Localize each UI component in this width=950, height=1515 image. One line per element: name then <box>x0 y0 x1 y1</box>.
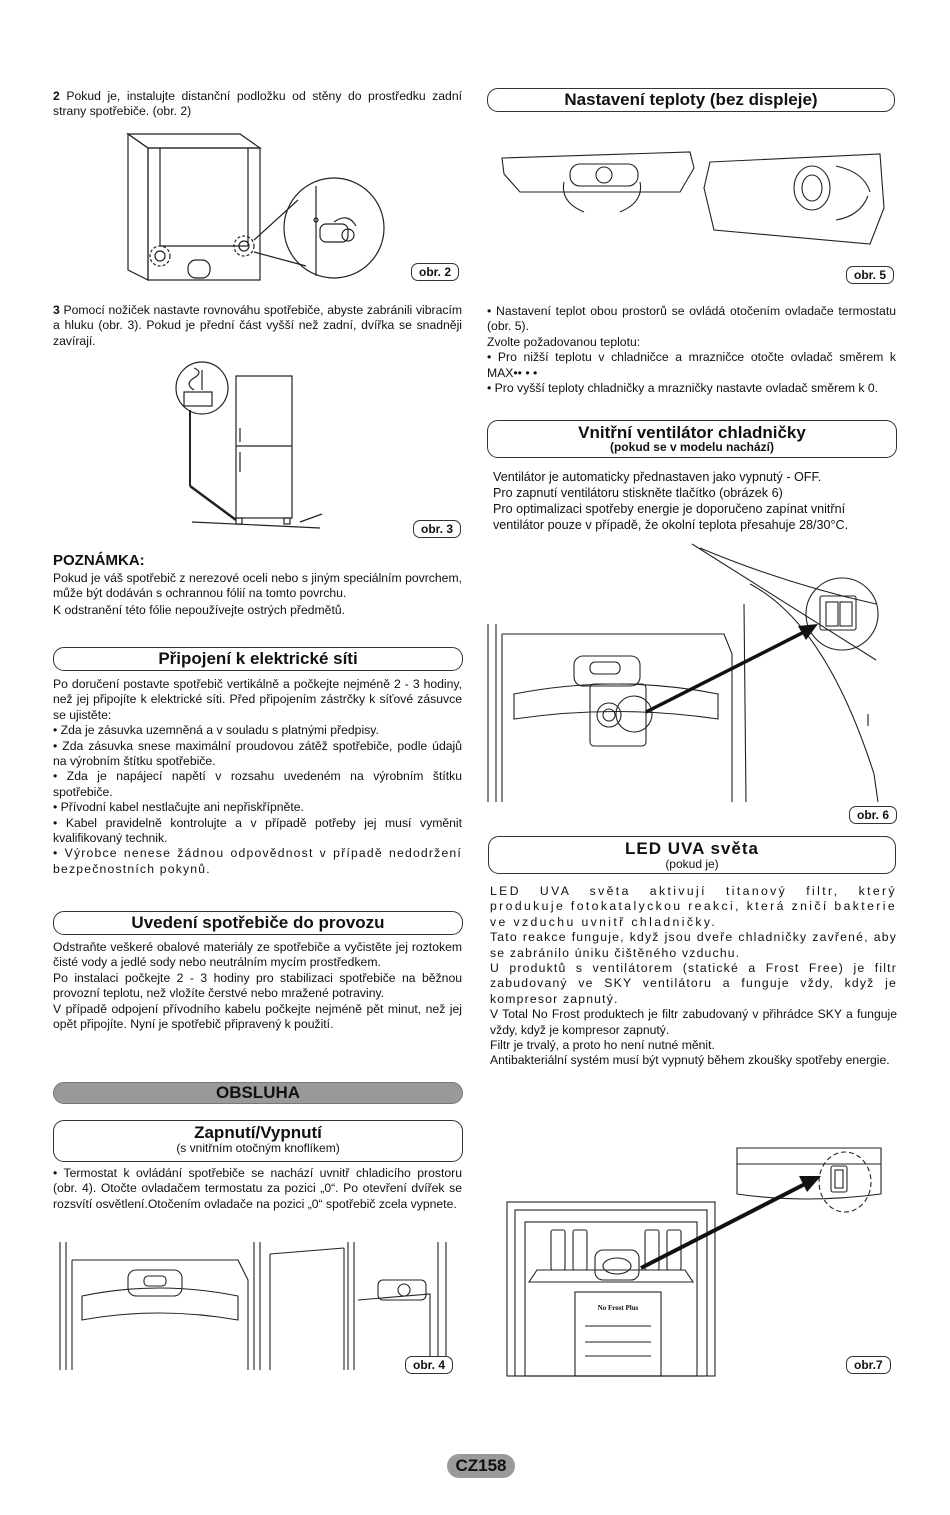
figure-3-label: obr. 3 <box>413 520 461 538</box>
led-text-4: V Total No Frost produktech je filtr zabudovaný v přihrádce SKY a funguje vždy, když je kompresor zapnutý. <box>490 1007 897 1037</box>
note-text-1: Pokud je váš spotřebič z nerezové oceli nebo s jiným speciálním povrchem, může být dodáván s ochrannou fólií na tomto povrchu. <box>53 571 462 601</box>
electric-bullet-4: • Přívodní kabel nestlačujte ani nepřiskřípněte. <box>53 800 304 815</box>
onoff-section-header: Zapnutí/Vypnutí (s vnitřním otočným knoflíkem) <box>53 1120 463 1162</box>
figure-6-label: obr. 6 <box>849 806 897 824</box>
onoff-text: • Termostat k ovládání spotřebiče se nachází uvnitř chladicího prostoru (obr. 4). Otočte ovladačem termostatu za pozici „0“. Po otevření dvířek se rozsvítí osvětlení.Otočením ovladače na pozici „0“ spotřebič zcela vypnete. <box>53 1166 462 1211</box>
page-number: CZ158 <box>447 1454 515 1478</box>
step-3-text: 3 Pomocí nožiček nastavte rovnováhu spotřebiče, abyste zabránili vibracím a hluku (obr. 3). Pokud je přední část vyšší než zadní, dvířka se snadněji zavírají. <box>53 303 462 348</box>
figure-4-illustration <box>58 1240 458 1380</box>
fan-text-4: ventilátor pouze v případě, že okolní teplota přesahuje 28/30°C. <box>493 518 849 532</box>
figure-3-illustration <box>170 352 330 530</box>
electric-intro: Po doručení postavte spotřebič vertikálně a počkejte nejméně 2 - 3 hodiny, než jej připojíte k elektrické síti. Před připojením zástrčky k síťové zásuvce se ujistěte: <box>53 677 462 722</box>
figure-2-label: obr. 2 <box>411 263 459 281</box>
temp-section-body <box>487 304 896 396</box>
electric-bullet-2: • Zda zásuvka snese maximální proudovou zátěž spotřebiče, podle údajů na výrobním štítku spotřebiče. <box>53 738 462 769</box>
figure-7-panel-text: No Frost Plus <box>597 1304 639 1312</box>
step-2-text: 2 Pokud je, instalujte distanční podložku od stěny do prostředku zadní strany spotřebiče. (obr. 2) <box>53 89 463 119</box>
obsluha-section-header: OBSLUHA <box>53 1082 463 1104</box>
figure-7-illustration <box>505 1142 890 1378</box>
electric-bullet-5: • Kabel pravidelně kontrolujte a v případě potřeby jej musí vyměnit kvalifikovaný technik. <box>53 815 462 846</box>
led-text-3: U produktů s ventilátorem (statické a Frost Free) je filtr zabudovaný ve SKY ventilátoru a funguje vždy, když je kompresor zapnutý. <box>490 961 897 1006</box>
fan-text-1: Ventilátor je automaticky přednastaven jako vypnutý - OFF. <box>493 470 822 484</box>
figure-4-label: obr. 4 <box>405 1356 453 1374</box>
led-section-body <box>490 884 897 1069</box>
startup-text-2: Po instalaci počkejte 2 - 3 hodiny pro stabilizaci spotřebiče na běžnou provozní teplotu, než vložíte čerstvé nebo mražené potraviny. <box>53 970 462 1001</box>
fan-section-header: Vnitřní ventilátor chladničky (pokud se v modelu nachází) <box>487 420 897 458</box>
temp-text-1: • Nastavení teplot obou prostorů se ovládá otočením ovladače termostatu (obr. 5). <box>487 304 896 334</box>
fan-text-3: Pro optimalizaci spotřeby energie je doporučeno zapínat vnitřní <box>493 502 846 516</box>
led-text-1: LED UVA světa aktivují titanový filtr, který produkuje fotokatalyckou reakci, která zničí bakterie ve vzduchu uvnitř chladničky. <box>490 884 897 929</box>
electric-bullet-1: • Zda je zásuvka uzemněná a v souladu s platnými předpisy. <box>53 723 379 738</box>
fan-text-2: Pro zapnutí ventilátoru stiskněte tlačítko (obrázek 6) <box>493 486 783 500</box>
electric-bullet-6: • Výrobce nenese žádnou odpovědnost v případě nedodržení bezpečnostních pokynů. <box>53 846 462 876</box>
startup-text-1: Odstraňte veškeré obalové materiály ze spotřebiče a vyčistěte jej roztokem čisté vody a jedlé sody nebo neutrálním mycím prostředkem. <box>53 940 462 970</box>
led-text-6: Antibakteriální systém musí být vypnutý během zkoušky spotřeby energie. <box>490 1053 890 1068</box>
led-text-2: Tato reakce funguje, když jsou dveře chladničky zavřené, aby se zabránilo úniku čištěného vzduchu. <box>490 930 897 960</box>
figure-6-illustration <box>486 544 886 806</box>
temp-text-4: • Pro vyšší teploty chladničky a mrazničky nastavte ovladač směrem k 0. <box>487 381 879 396</box>
electric-section-body <box>53 677 462 877</box>
note-text-2: K odstranění této fólie nepoužívejte ostrých předmětů. <box>53 603 345 617</box>
electric-section-header: Připojení k elektrické síti <box>53 647 463 671</box>
electric-bullet-3: • Zda je napájecí napětí v rozsahu uvedeném na výrobním štítku spotřebiče. <box>53 769 462 799</box>
temp-text-3: • Pro nižší teplotu v chladničce a mrazničce otočte ovladač směrem k MAX•• • • <box>487 350 896 380</box>
led-text-5: Filtr je trvalý, a proto ho není nutné měnit. <box>490 1038 715 1053</box>
figure-2-illustration <box>120 128 380 290</box>
note-title: POZNÁMKA: <box>53 552 145 569</box>
temp-text-2: Zvolte požadovanou teplotu: <box>487 334 641 349</box>
figure-5-illustration <box>500 148 890 260</box>
startup-section-header: Uvedení spotřebiče do provozu <box>53 911 463 935</box>
startup-section-body <box>53 940 462 1032</box>
led-section-header: LED UVA světa (pokud je) <box>488 836 896 874</box>
fan-section-body <box>493 469 897 533</box>
figure-7-label: obr.7 <box>846 1356 891 1374</box>
temp-section-header: Nastavení teploty (bez displeje) <box>487 88 895 112</box>
startup-text-3: V případě odpojení přívodního kabelu počkejte nejméně pět minut, než jej opět připojíte. Nyní je spotřebič připravený k použití. <box>53 1001 462 1032</box>
figure-5-label: obr. 5 <box>846 266 894 284</box>
